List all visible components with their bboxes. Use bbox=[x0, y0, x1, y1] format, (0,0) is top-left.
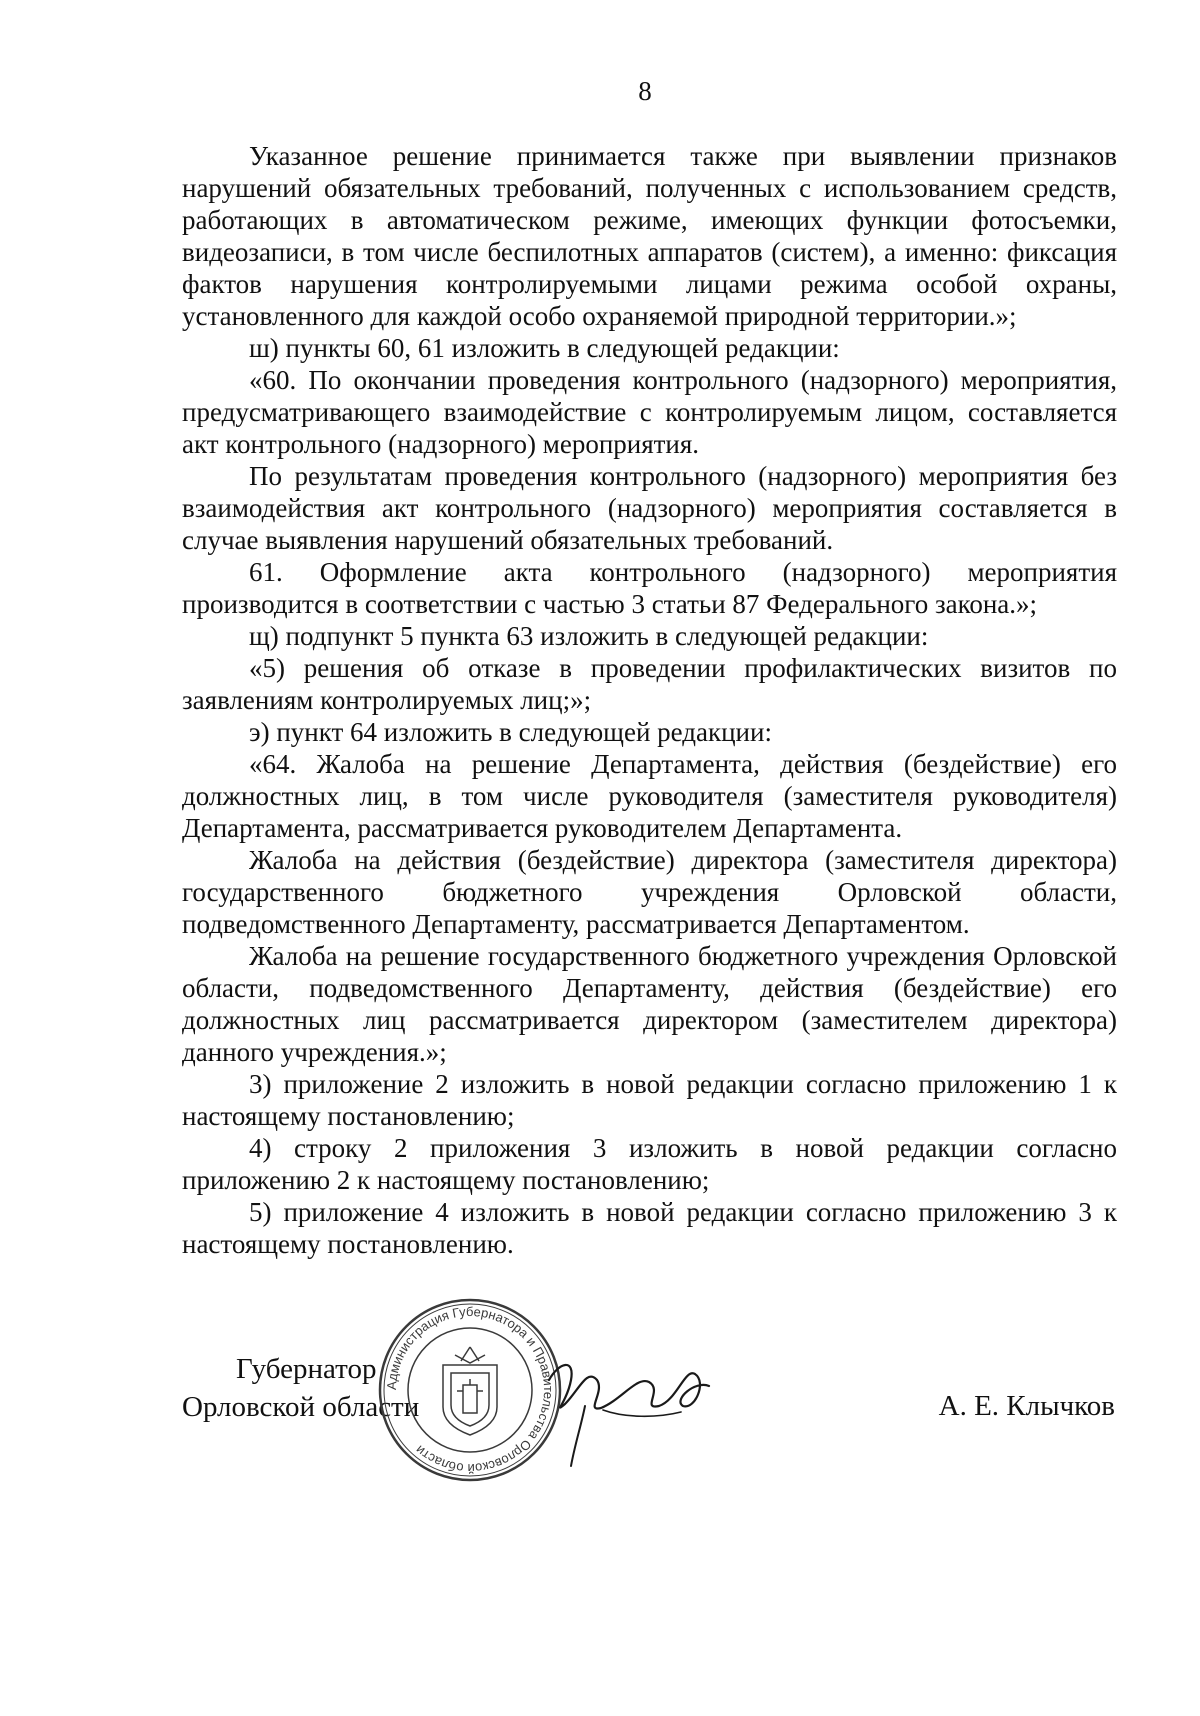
coat-of-arms-icon bbox=[443, 1347, 497, 1435]
paragraph: По результатам проведения контрольного (надзорного) мероприятия без взаимодействия акт контрольного (надзорного) мероприятия составляется в случае выявления нарушений обязательных требований. bbox=[182, 461, 1117, 555]
page-number: 8 bbox=[638, 76, 652, 106]
paragraph: 3) приложение 2 изложить в новой редакции согласно приложению 1 к настоящему постановлению; bbox=[182, 1069, 1117, 1131]
paragraph: Жалоба на решение государственного бюджетного учреждения Орловской области, подведомственного Департаменту, действия (бездействие) его должностных лиц рассматривается директором (заместителем директора) данного учреждения.»; bbox=[182, 941, 1117, 1067]
svg-text:Администрация Губернатора и Пр bbox=[384, 1304, 556, 1476]
official-seal-icon bbox=[375, 1295, 565, 1485]
paragraph: «5) решения об отказе в проведении профилактических визитов по заявлениям контролируемых лиц;»; bbox=[182, 653, 1117, 715]
paragraph: ш) пункты 60, 61 изложить в следующей редакции: bbox=[249, 333, 840, 363]
signatory-title-line1: Губернатор bbox=[236, 1353, 377, 1385]
paragraph: э) пункт 64 изложить в следующей редакции: bbox=[249, 717, 772, 747]
signatory-name: А. Е. Клычков bbox=[938, 1390, 1115, 1422]
document-body bbox=[182, 140, 1117, 1260]
paragraph: «60. По окончании проведения контрольного (надзорного) мероприятия, предусматривающего взаимодействие с контролируемым лицом, составляется акт контрольного (надзорного) мероприятия. bbox=[182, 365, 1117, 459]
paragraph: 5) приложение 4 изложить в новой редакции согласно приложению 3 к настоящему постановлению. bbox=[182, 1197, 1117, 1259]
signature-block bbox=[0, 1303, 1200, 1550]
paragraph: Жалоба на действия (бездействие) директора (заместителя директора) государственного бюджетного учреждения Орловской области, подведомственного Департаменту, рассматривается Департаментом. bbox=[182, 845, 1117, 939]
paragraph: «64. Жалоба на решение Департамента, действия (бездействие) его должностных лиц, в том числе руководителя (заместителя руководителя) Департамента, рассматривается руководителем Департамента. bbox=[182, 749, 1117, 843]
paragraph: 61. Оформление акта контрольного (надзорного) мероприятия производится в соответствии с частью 3 статьи 87 Федерального закона.»; bbox=[182, 557, 1117, 619]
signatory-title-line2: Орловской области bbox=[182, 1391, 420, 1423]
autograph-signature-icon bbox=[545, 1340, 715, 1470]
paragraph: 4) строку 2 приложения 3 изложить в новой редакции согласно приложению 2 к настоящему постановлению; bbox=[182, 1133, 1117, 1195]
paragraph: Указанное решение принимается также при выявлении признаков нарушений обязательных требований, полученных с использованием средств, работающих в автоматическом режиме, имеющих функции фотосъемки, видеозаписи, в том числе беспилотных аппаратов (систем), а именно: фиксация фактов нарушения контролируемыми лицами режима особой охраны, установленного для каждой особо охраняемой природной территории.»; bbox=[182, 141, 1117, 331]
paragraph: щ) подпункт 5 пункта 63 изложить в следующей редакции: bbox=[249, 621, 929, 651]
seal-text: Администрация Губернатора и Правительства Орловской области bbox=[383, 1303, 557, 1477]
